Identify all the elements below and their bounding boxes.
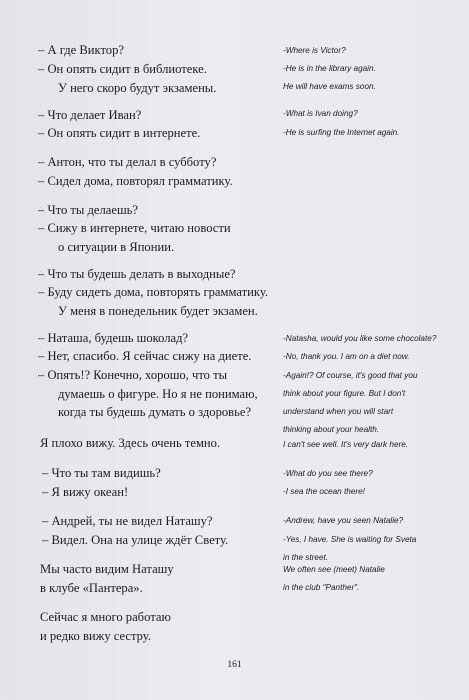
english-line: -He is in the library again.	[283, 64, 376, 73]
russian-line: – Я вижу океан!	[42, 485, 129, 499]
russian-line: Мы часто видим Наташу	[40, 562, 174, 576]
russian-line: – Что ты будешь делать в выходные?	[38, 267, 236, 281]
english-line: -No, thank you. I am on a diet now.	[283, 352, 410, 361]
english-line: in the club "Panther".	[283, 583, 360, 592]
english-line: -Andrew, have you seen Natalie?	[283, 516, 404, 525]
russian-line: – Сидел дома, повторял грамматику.	[38, 174, 233, 188]
russian-line: – Что ты делаешь?	[38, 203, 139, 217]
russian-line: – Он опять сидит в интернете.	[38, 126, 201, 140]
russian-line: – Буду сидеть дома, повторять грамматику.	[38, 285, 269, 299]
russian-line: – Андрей, ты не видел Наташу?	[42, 514, 213, 528]
english-line: -He is surfing the Internet again.	[283, 128, 400, 137]
russian-line: – Что ты там видишь?	[42, 466, 161, 480]
page-number: 161	[227, 660, 242, 670]
russian-line: и редко вижу сестру.	[40, 629, 151, 643]
russian-line: когда ты будешь думать о здоровье?	[58, 405, 252, 419]
english-line: -Yes, I have. She is waiting for Sveta	[283, 535, 417, 544]
english-line: -What is Ivan doing?	[283, 109, 358, 118]
russian-line: – Что делает Иван?	[38, 108, 142, 122]
russian-line: – Опять!? Конечно, хорошо, что ты	[38, 368, 228, 382]
english-line: -What do you see there?	[283, 469, 373, 478]
russian-line: – Видел. Она на улице ждёт Свету.	[42, 533, 229, 547]
english-line: -Natasha, would you like some chocolate?	[283, 334, 437, 343]
english-line: We often see (meet) Natalie	[283, 565, 385, 574]
english-line: -Again!? Of course, it's good that you	[283, 371, 418, 380]
russian-line: – Антон, что ты делал в субботу?	[38, 155, 217, 169]
english-line: in the street.	[283, 553, 329, 562]
russian-line: – Сижу в интернете, читаю новости	[38, 221, 231, 235]
russian-line: – Он опять сидит в библиотеке.	[38, 62, 207, 76]
russian-line: – Наташа, будешь шоколад?	[38, 331, 189, 345]
english-line: -Where is Victor?	[283, 46, 346, 55]
russian-line: думаешь о фигуре. Но я не понимаю,	[58, 387, 258, 401]
russian-line: У него скоро будут экзамены.	[58, 81, 217, 95]
russian-line: Я плохо вижу. Здесь очень темно.	[40, 436, 221, 450]
russian-line: – Нет, спасибо. Я сейчас сижу на диете.	[38, 349, 252, 363]
russian-line: в клубе «Пантера».	[40, 581, 143, 595]
english-line: He will have exams soon.	[283, 82, 376, 91]
english-line: I can't see well. It's very dark here.	[283, 440, 409, 449]
russian-line: о ситуации в Японии.	[58, 240, 175, 254]
russian-line: Сейчас я много работаю	[40, 610, 171, 624]
russian-line: – А где Виктор?	[38, 43, 124, 57]
english-line: -I sea the ocean there!	[283, 487, 365, 496]
english-line: think about your figure. But I don't	[283, 389, 406, 398]
english-line: understand when you will start	[283, 407, 394, 416]
english-line: thinking about your health.	[283, 425, 380, 434]
russian-line: У меня в понедельник будет экзамен.	[58, 304, 258, 318]
